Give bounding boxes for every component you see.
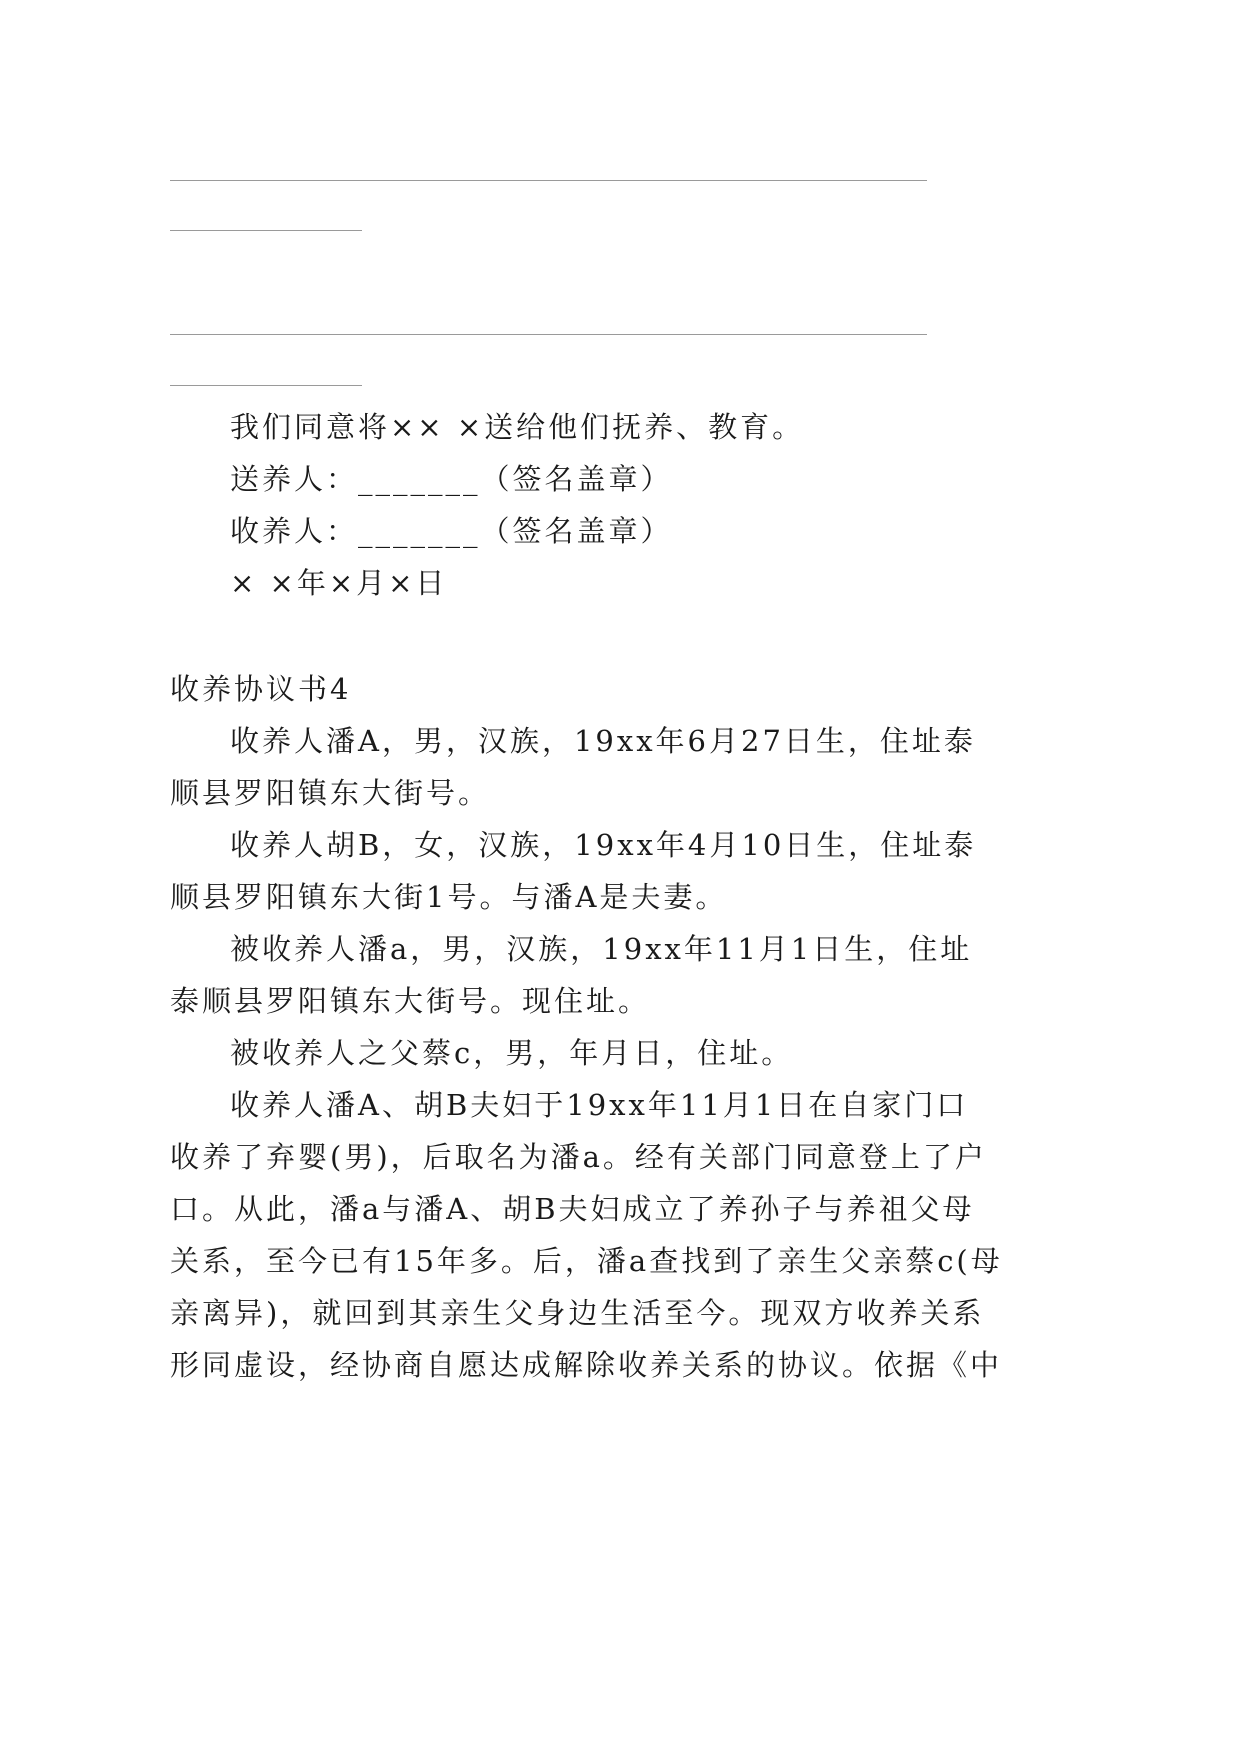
- section-title: 收养协议书4: [170, 672, 352, 706]
- paragraph-line: 收养了弃婴(男)，后取名为潘a。经有关部门同意登上了户: [170, 1140, 987, 1174]
- paragraph-line: 口。从此，潘a与潘A、胡B夫妇成立了养孙子与养祖父母: [170, 1192, 975, 1226]
- paragraph-line: 顺县罗阳镇东大街号。: [170, 776, 491, 810]
- paragraph-line: 收养人胡B，女，汉族，19xx年4月10日生，住址泰: [230, 828, 977, 862]
- date-line: × ×年×月×日: [230, 566, 448, 600]
- paragraph-line: 顺县罗阳镇东大街1号。与潘A是夫妻。: [170, 880, 728, 914]
- paragraph-line: 关系，至今已有15年多。后，潘a查找到了亲生父亲蔡c(母: [170, 1244, 1003, 1278]
- blank-fill-line: [170, 180, 927, 181]
- blank-fill-line: [170, 230, 362, 231]
- giver-signature-line: 送养人：_______（签名盖章）: [230, 462, 673, 496]
- paragraph-line: 被收养人潘a，男，汉族，19xx年11月1日生，住址: [230, 932, 973, 966]
- paragraph-line: 被收养人之父蔡c，男，年月日，住址。: [230, 1036, 794, 1070]
- paragraph-line: 收养人潘A，男，汉族，19xx年6月27日生，住址泰: [230, 724, 976, 758]
- adopter-signature-line: 收养人：_______（签名盖章）: [230, 514, 673, 548]
- paragraph-line: 亲离异)，就回到其亲生父身边生活至今。现双方收养关系: [170, 1296, 985, 1330]
- blank-fill-line: [170, 334, 927, 335]
- paragraph-line: 收养人潘A、胡B夫妇于19xx年11月1日在自家门口: [230, 1088, 969, 1122]
- paragraph-line: 形同虚设，经协商自愿达成解除收养关系的协议。依据《中: [170, 1348, 1003, 1382]
- blank-fill-line: [170, 385, 362, 386]
- consent-statement: 我们同意将×× ×送给他们抚养、教育。: [230, 410, 805, 444]
- paragraph-line: 泰顺县罗阳镇东大街号。现住址。: [170, 984, 651, 1018]
